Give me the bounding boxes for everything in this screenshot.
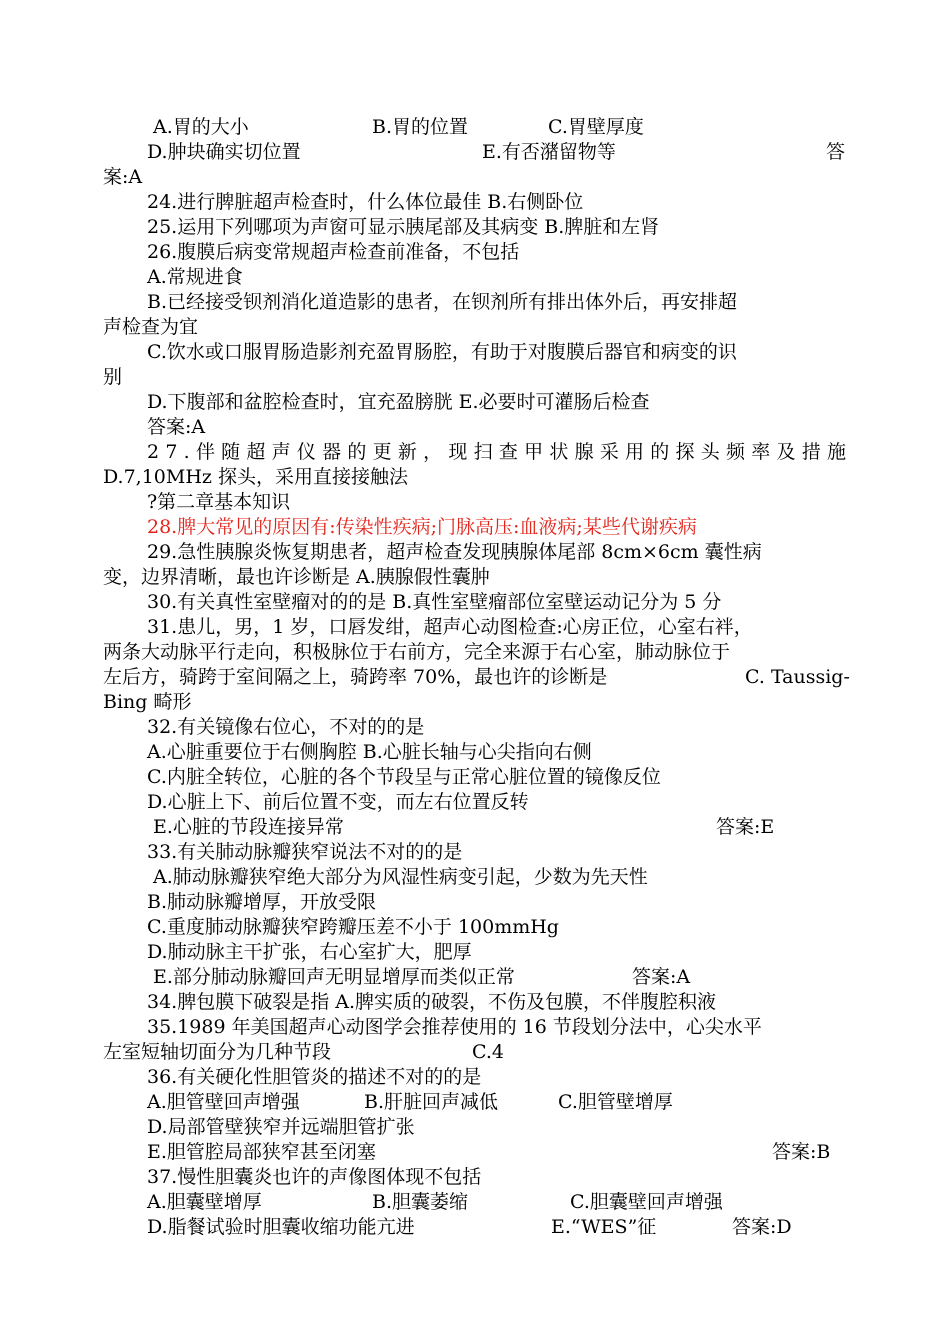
text-line-l02-part-0: D.肿块确实切位置 <box>147 141 301 163</box>
text-line-l36-part-0: 34.脾包膜下破裂是指 A.脾实质的破裂，不伤及包膜，不伴腹腔积液 <box>147 991 717 1013</box>
text-line-l39-part-0: 36.有关硬化性胆管炎的描述不对的的是 <box>147 1066 482 1088</box>
text-line-l10-part-0: C.饮水或口服胃肠造影剂充盈胃肠腔，有助于对腹膜后器官和病变的识 <box>147 341 737 363</box>
text-line-l07-part-0: A.常规进食 <box>147 266 243 288</box>
text-line-l08-part-0: B.已经接受钡剂消化道造影的患者，在钡剂所有排出体外后，再安排超 <box>147 291 738 313</box>
text-line-l43-part-0: 37.慢性胆囊炎也许的声像图体现不包括 <box>147 1166 482 1188</box>
text-line-l34-part-0: D.肺动脉主干扩张，右心室扩大，肥厚 <box>147 941 472 963</box>
text-line-l26-part-0: A.心脏重要位于右侧胸腔 B.心脏长轴与心尖指向右侧 <box>147 741 592 763</box>
text-line-l19-part-0: 变，边界清晰，最也许诊断是 A.胰腺假性囊肿 <box>103 566 490 588</box>
text-line-l21-part-0: 31.患儿，男，1 岁，口唇发绀，超声心动图检查:心房正位，心室右袢， <box>147 616 753 638</box>
text-line-l12-part-0: D.下腹部和盆腔检查时，宜充盈膀胱 E.必要时可灌肠后检查 <box>147 391 650 413</box>
text-line-l41-part-0: D.局部管壁狭窄并远端胆管扩张 <box>147 1116 415 1138</box>
text-line-l23-part-1: C. Taussig- <box>745 666 850 688</box>
text-line-l42-part-1: 答案:B <box>772 1141 831 1163</box>
text-line-l45-part-2: 答案:D <box>732 1216 792 1238</box>
text-line-l38-part-0: 左室短轴切面分为几种节段 <box>103 1041 332 1063</box>
text-line-l45-part-0: D.脂餐试验时胆囊收缩功能亢进 <box>147 1216 415 1238</box>
text-line-l35-part-0: E.部分肺动脉瓣回声无明显增厚而类似正常 <box>153 966 515 988</box>
text-line-l27-part-0: C.内脏全转位，心脏的各个节段呈与正常心脏位置的镜像反位 <box>147 766 661 788</box>
text-line-l02-part-2: 答 <box>826 141 846 163</box>
text-line-l01-part-0: A.胃的大小 <box>153 116 249 138</box>
text-line-l44-part-0: A.胆囊壁增厚 <box>147 1191 262 1213</box>
text-line-l33-part-0: C.重度肺动脉瓣狭窄跨瓣压差不小于 100mmHg <box>147 916 559 938</box>
text-line-l13-part-0: 答案:A <box>147 416 206 438</box>
text-line-l11-part-0: 别 <box>103 366 123 388</box>
text-line-l40-part-0: A.胆管壁回声增强 <box>147 1091 300 1113</box>
text-line-l01-part-2: C.胃壁厚度 <box>548 116 644 138</box>
text-line-l09-part-0: 声检查为宜 <box>103 316 199 338</box>
text-line-l40-part-2: C.胆管壁增厚 <box>558 1091 673 1113</box>
text-line-l40-part-1: B.肝脏回声减低 <box>364 1091 499 1113</box>
text-line-l32-part-0: B.肺动脉瓣增厚，开放受限 <box>147 891 377 913</box>
text-line-l44-part-1: B.胆囊萎缩 <box>372 1191 469 1213</box>
text-line-l14-part-0: 27.伴随超声仪器的更新，现扫查甲状腺采用的探头频率及措施 <box>147 441 853 463</box>
text-line-l29-part-0: E.心脏的节段连接异常 <box>153 816 344 838</box>
text-line-l25-part-0: 32.有关镜像右位心，不对的的是 <box>147 716 425 738</box>
text-line-l16-part-0: ?第二章基本知识 <box>147 491 291 513</box>
text-line-l29-part-1: 答案:E <box>716 816 775 838</box>
text-line-l03-part-0: 案:A <box>103 166 143 188</box>
text-line-l06-part-0: 26.腹膜后病变常规超声检查前准备，不包括 <box>147 241 520 263</box>
text-line-l38-part-1: C.4 <box>472 1041 504 1063</box>
text-line-l04-part-0: 24.进行脾脏超声检查时，什么体位最佳 B.右侧卧位 <box>147 191 584 213</box>
text-line-l35-part-1: 答案:A <box>632 966 691 988</box>
text-line-l20-part-0: 30.有关真性室壁瘤对的的是 B.真性室壁瘤部位室壁运动记分为 5 分 <box>147 591 722 613</box>
text-line-l42-part-0: E.胆管腔局部狭窄甚至闭塞 <box>147 1141 376 1163</box>
text-line-l18-part-0: 29.急性胰腺炎恢复期患者，超声检查发现胰腺体尾部 8cm×6cm 囊性病 <box>147 541 762 563</box>
text-line-l17-part-0: 28.脾大常见的原因有:传染性疾病;门脉高压:血液病;某些代谢疾病 <box>147 516 697 538</box>
text-line-l05-part-0: 25.运用下列哪项为声窗可显示胰尾部及其病变 B.脾脏和左肾 <box>147 216 660 238</box>
text-line-l28-part-0: D.心脏上下、前后位置不变，而左右位置反转 <box>147 791 529 813</box>
text-line-l44-part-2: C.胆囊壁回声增强 <box>570 1191 723 1213</box>
text-line-l01-part-1: B.胃的位置 <box>372 116 469 138</box>
text-line-l45-part-1: E.“WES”征 <box>551 1216 657 1238</box>
text-line-l24-part-0: Bing 畸形 <box>103 691 192 713</box>
text-line-l02-part-1: E.有否潴留物等 <box>482 141 616 163</box>
text-line-l15-part-0: D.7,10MHz 探头，采用直接接触法 <box>103 466 408 488</box>
text-line-l30-part-0: 33.有关肺动脉瓣狭窄说法不对的的是 <box>147 841 463 863</box>
text-line-l31-part-0: A.肺动脉瓣狭窄绝大部分为风湿性病变引起，少数为先天性 <box>153 866 648 888</box>
text-line-l22-part-0: 两条大动脉平行走向，积极脉位于右前方，完全来源于右心室，肺动脉位于 <box>103 641 731 663</box>
text-line-l37-part-0: 35.1989 年美国超声心动图学会推荐使用的 16 节段划分法中，心尖水平 <box>147 1016 762 1038</box>
text-line-l23-part-0: 左后方，骑跨于室间隔之上，骑跨率 70%，最也许的诊断是 <box>103 666 608 688</box>
